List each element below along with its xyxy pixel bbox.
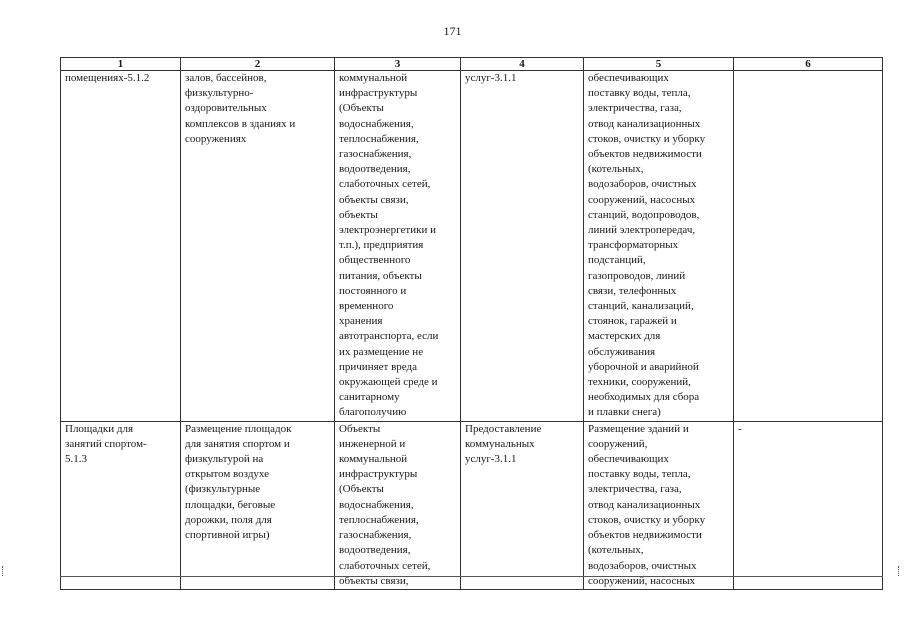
cell-text-line: Размещение зданий и bbox=[588, 422, 689, 435]
cell-text-line: 5.1.3 bbox=[65, 453, 87, 466]
cell-text-line: водоснабжения, bbox=[339, 117, 414, 130]
cell-text-line: электричества, газа, bbox=[588, 102, 682, 115]
cell-text-line: автотранспорта, если bbox=[339, 330, 439, 343]
cell-text-line: коммунальных bbox=[465, 437, 535, 450]
cell-text-line: необходимых для сбора bbox=[588, 391, 700, 404]
table-row bbox=[61, 71, 883, 422]
cell-text-line: питания, объекты bbox=[339, 269, 422, 282]
cell-text-line: объектов недвижимости bbox=[588, 529, 702, 542]
table-cell-col-1 bbox=[61, 71, 181, 422]
cell-text-line: коммунальной bbox=[339, 72, 408, 84]
cell-text-line: хранения bbox=[339, 315, 383, 328]
table-cell-col-3 bbox=[335, 71, 461, 422]
table-cell-col-5 bbox=[584, 421, 734, 589]
cell-text-line: водоотведения, bbox=[339, 544, 411, 557]
cell-text-line: Предоставление bbox=[465, 422, 542, 435]
cell-text-line: общественного bbox=[339, 254, 411, 267]
table-row bbox=[61, 421, 883, 589]
cell-text-line: (котельных, bbox=[588, 163, 644, 176]
cell-text-line: водоснабжения, bbox=[339, 498, 414, 511]
cell-text-line: линий электропередач, bbox=[588, 224, 696, 237]
cell-text-line: Объекты bbox=[339, 422, 381, 435]
cell-text-line: инфраструктуры bbox=[339, 468, 418, 481]
cell-text-line: объекты bbox=[339, 208, 378, 221]
table-bottom-rule bbox=[60, 576, 883, 577]
cell-text-line: стоянок, гаражей и bbox=[588, 315, 677, 328]
cell-text-line: теплоснабжения, bbox=[339, 513, 419, 526]
cell-text-line: водозаборов, очистных bbox=[588, 559, 697, 572]
cell-text-line: объекты связи, bbox=[339, 193, 409, 206]
cell-text-line: - bbox=[738, 422, 742, 435]
column-header-5: 5 bbox=[584, 58, 734, 71]
cell-text-line: дорожки, поля для bbox=[185, 513, 272, 526]
cell-text-line: и плавки снега) bbox=[588, 406, 661, 419]
cell-text-line: объекты связи, bbox=[339, 574, 409, 587]
cell-text-line: газоснабжения, bbox=[339, 148, 412, 161]
cell-text-line: сооружений, насосных bbox=[588, 193, 696, 206]
column-header-4: 4 bbox=[461, 58, 584, 71]
cell-text-line: сооружений, насосных bbox=[588, 574, 696, 587]
cell-text-line: стоков, очистку и уборку bbox=[588, 513, 706, 526]
column-header-6: 6 bbox=[734, 58, 883, 71]
cell-text-line: слаботочных сетей, bbox=[339, 178, 431, 191]
cell-text-line: уборочной и аварийной bbox=[588, 360, 699, 373]
cell-text-line: поставку воды, тепла, bbox=[588, 87, 691, 100]
cell-text-line: обеспечивающих bbox=[588, 72, 669, 84]
table-cell-col-5 bbox=[584, 71, 734, 422]
cell-text-line: сооружениях bbox=[185, 132, 247, 145]
cell-text-line: окружающей среде и bbox=[339, 376, 438, 389]
cell-text-line: техники, сооружений, bbox=[588, 376, 691, 389]
cell-text-line: залов, бассейнов, bbox=[185, 72, 267, 84]
cell-text-line: слаботочных сетей, bbox=[339, 559, 431, 572]
cell-text-line: поставку воды, тепла, bbox=[588, 468, 691, 481]
zoning-table bbox=[60, 57, 883, 590]
cell-text-line: площадки, беговые bbox=[185, 498, 276, 511]
cell-text-line: благополучию bbox=[339, 406, 407, 419]
cell-text-line: обеспечивающих bbox=[588, 453, 669, 466]
cell-text-line: занятий спортом- bbox=[65, 437, 147, 450]
cell-text-line: услуг-3.1.1 bbox=[465, 72, 517, 84]
cell-text-line: постоянного и bbox=[339, 284, 407, 297]
cell-text-line: подстанций, bbox=[588, 254, 646, 267]
cell-text-line: оздоровительных bbox=[185, 102, 267, 115]
cell-text-line: электроэнергетики и bbox=[339, 224, 436, 237]
cell-text-line: газоснабжения, bbox=[339, 529, 412, 542]
cell-text-line: услуг-3.1.1 bbox=[465, 453, 517, 466]
column-header-1: 1 bbox=[61, 58, 181, 71]
column-header-2: 2 bbox=[181, 58, 335, 71]
cell-text-line: (Объекты bbox=[339, 102, 384, 115]
cell-text-line: (котельных, bbox=[588, 544, 644, 557]
table-header-row bbox=[61, 58, 883, 71]
cell-text-line: водоотведения, bbox=[339, 163, 411, 176]
cell-text-line: их размещение не bbox=[339, 345, 424, 358]
cell-text-line: инфраструктуры bbox=[339, 87, 418, 100]
cell-text-line: санитарному bbox=[339, 391, 400, 404]
table-cell-col-1 bbox=[61, 421, 181, 589]
cell-text-line: причиняет вреда bbox=[339, 360, 417, 373]
cell-text-line: станций, канализаций, bbox=[588, 300, 694, 313]
table-cell-col-2 bbox=[181, 421, 335, 589]
cell-text-line: временного bbox=[339, 300, 394, 313]
table-cell-col-4 bbox=[461, 421, 584, 589]
cell-text-line: водозаборов, очистных bbox=[588, 178, 697, 191]
cell-text-line: (физкультурные bbox=[185, 483, 261, 496]
right-edge-mark bbox=[898, 566, 902, 576]
cell-text-line: Размещение площадок bbox=[185, 422, 292, 435]
cell-text-line: инженерной и bbox=[339, 437, 406, 450]
page-number: 171 bbox=[443, 24, 462, 38]
cell-text-line: комплексов в зданиях и bbox=[185, 117, 296, 130]
cell-text-line: объектов недвижимости bbox=[588, 148, 702, 161]
cell-text-line: отвод канализационных bbox=[588, 498, 701, 511]
table-cell-col-3 bbox=[335, 421, 461, 589]
cell-text-line: газопроводов, линий bbox=[588, 269, 686, 282]
cell-text-line: для занятия спортом и bbox=[185, 437, 290, 450]
cell-text-line: обслуживания bbox=[588, 345, 656, 358]
table-cell-col-6 bbox=[734, 421, 883, 589]
table-cell-col-2 bbox=[181, 71, 335, 422]
cell-text-line: физкультурно- bbox=[185, 87, 254, 100]
cell-text-line: помещениях-5.1.2 bbox=[65, 72, 150, 84]
cell-text-line: т.п.), предприятия bbox=[339, 239, 424, 252]
cell-text-line: коммунальной bbox=[339, 453, 408, 466]
column-header-3: 3 bbox=[335, 58, 461, 71]
cell-text-line: физкультурой на bbox=[185, 453, 264, 466]
left-edge-mark bbox=[2, 566, 6, 576]
cell-text-line: спортивной игры) bbox=[185, 529, 270, 542]
cell-text-line: отвод канализационных bbox=[588, 117, 701, 130]
cell-text-line: трансформаторных bbox=[588, 239, 679, 252]
table-cell-col-4 bbox=[461, 71, 584, 422]
cell-text-line: теплоснабжения, bbox=[339, 132, 419, 145]
cell-text-line: электричества, газа, bbox=[588, 483, 682, 496]
cell-text-line: стоков, очистку и уборку bbox=[588, 132, 706, 145]
cell-text-line: открытом воздухе bbox=[185, 468, 270, 481]
table-cell-col-6 bbox=[734, 71, 883, 422]
cell-text-line: мастерских для bbox=[588, 330, 661, 343]
cell-text-line: станций, водопроводов, bbox=[588, 208, 700, 221]
cell-text-line: Площадки для bbox=[65, 422, 134, 435]
cell-text-line: сооружений, bbox=[588, 437, 648, 450]
cell-text-line: (Объекты bbox=[339, 483, 384, 496]
cell-text-line: связи, телефонных bbox=[588, 284, 677, 297]
